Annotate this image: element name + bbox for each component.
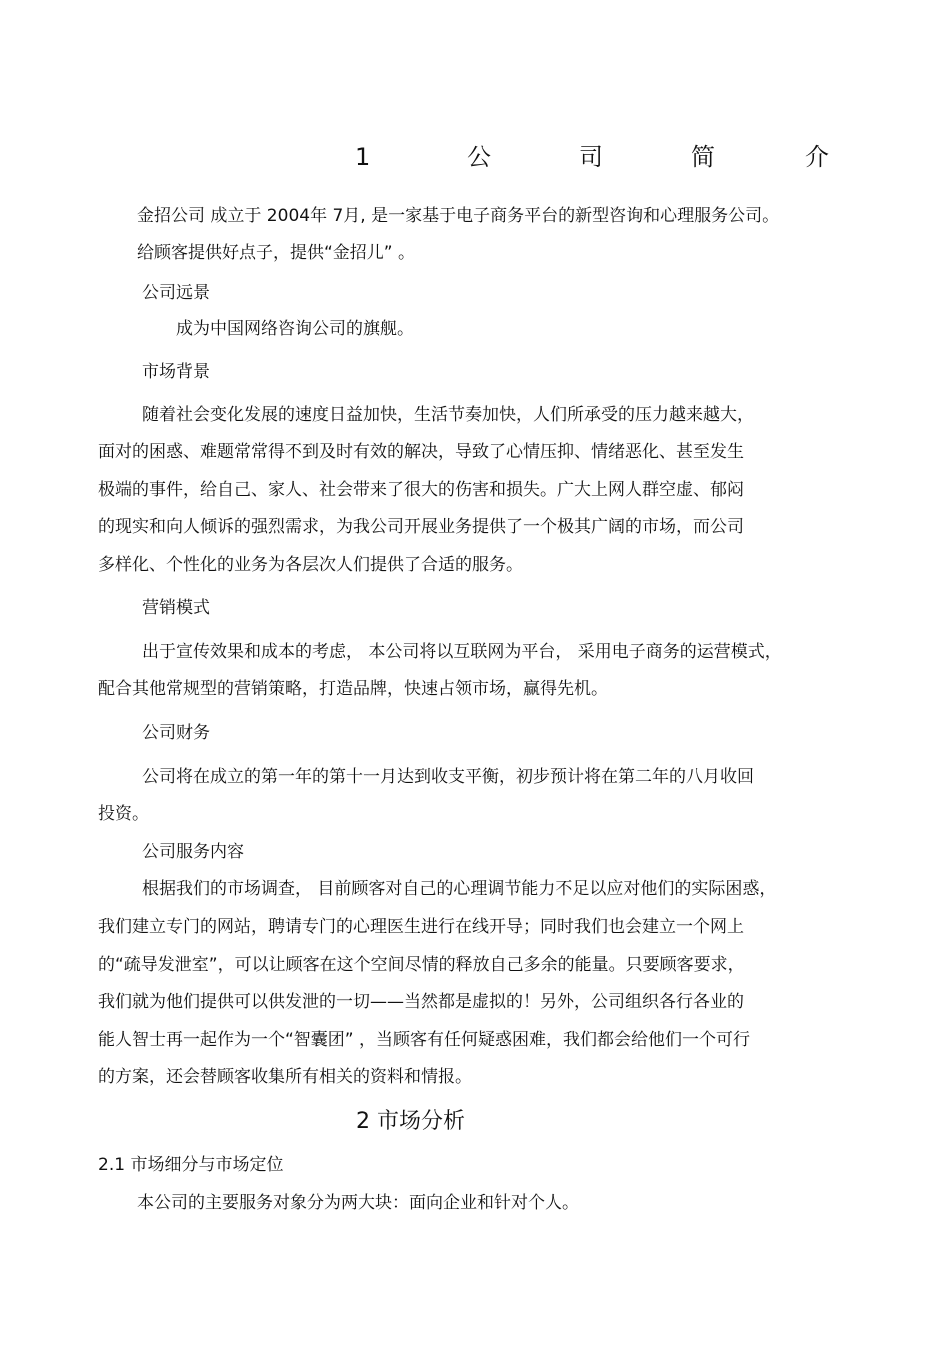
background-line: 多样化、个性化的业务为各层次人们提供了合适的服务。 [98,555,523,575]
finance-heading: 公司财务 [142,723,210,743]
intro-line: 给顾客提供好点子，提供“金招儿” 。 [137,243,416,263]
background-line: 随着社会变化发展的速度日益加快，生活节奏加快，人们所承受的压力越来越大， [142,405,754,425]
subsection-heading: 2.1 市场细分与市场定位 [98,1155,284,1175]
services-line: 的“疏导发泄室”，可以让顾客在这个空间尽情的释放自己多余的能量。只要顾客要求， [98,955,745,975]
services-line: 的方案，还会替顾客收集所有相关的资料和情报。 [98,1067,472,1087]
subsection-text: 本公司的主要服务对象分为两大块：面向企业和针对个人。 [137,1193,579,1213]
vision-heading: 公司远景 [142,283,210,303]
marketing-heading: 营销模式 [142,598,210,618]
services-line: 我们建立专门的网站，聘请专门的心理医生进行在线开导；同时我们也会建立一个网上 [98,917,744,937]
finance-line: 公司将在成立的第一年的第十一月达到收支平衡，初步预计将在第二年的八月收回 [142,767,754,787]
section-1-title [355,142,835,172]
intro-line: 金招公司 成立于 2004年 7月, 是一家基于电子商务平台的新型咨询和心理服务公司。 [137,206,780,226]
services-line: 我们就为他们提供可以供发泄的一切——当然都是虚拟的！另外，公司组织各行各业的 [98,992,744,1012]
services-line: 能人智士再一起作为一个“智囊团” ，当顾客有任何疑惑困难，我们都会给他们一个可行 [98,1030,751,1050]
section-2-title: 2 市场分析 [356,1109,465,1134]
services-heading: 公司服务内容 [142,842,244,862]
title-char: 1 [355,143,371,171]
marketing-line: 配合其他常规型的营销策略，打造品牌，快速占领市场，赢得先机。 [98,679,608,699]
marketing-line: 出于宣传效果和成本的考虑， 本公司将以互联网为平台， 采用电子商务的运营模式， [142,642,782,662]
background-heading: 市场背景 [142,362,210,382]
finance-line: 投资。 [98,804,149,824]
background-line: 面对的困惑、难题常常得不到及时有效的解决，导致了心情压抑、情绪恶化、甚至发生 [98,442,744,462]
vision-text: 成为中国网络咨询公司的旗舰。 [176,319,414,339]
services-line: 根据我们的市场调查， 目前顾客对自己的心理调节能力不足以应对他们的实际困惑， [142,879,777,899]
title-char: 介 [805,143,829,171]
title-char: 公 [467,143,491,171]
background-line: 的现实和向人倾诉的强烈需求，为我公司开展业务提供了一个极其广阔的市场，而公司 [98,517,744,537]
title-char: 简 [691,143,715,171]
background-line: 极端的事件，给自己、家人、社会带来了很大的伤害和损失。广大上网人群空虚、郁闷 [98,480,744,500]
title-char: 司 [579,143,603,171]
